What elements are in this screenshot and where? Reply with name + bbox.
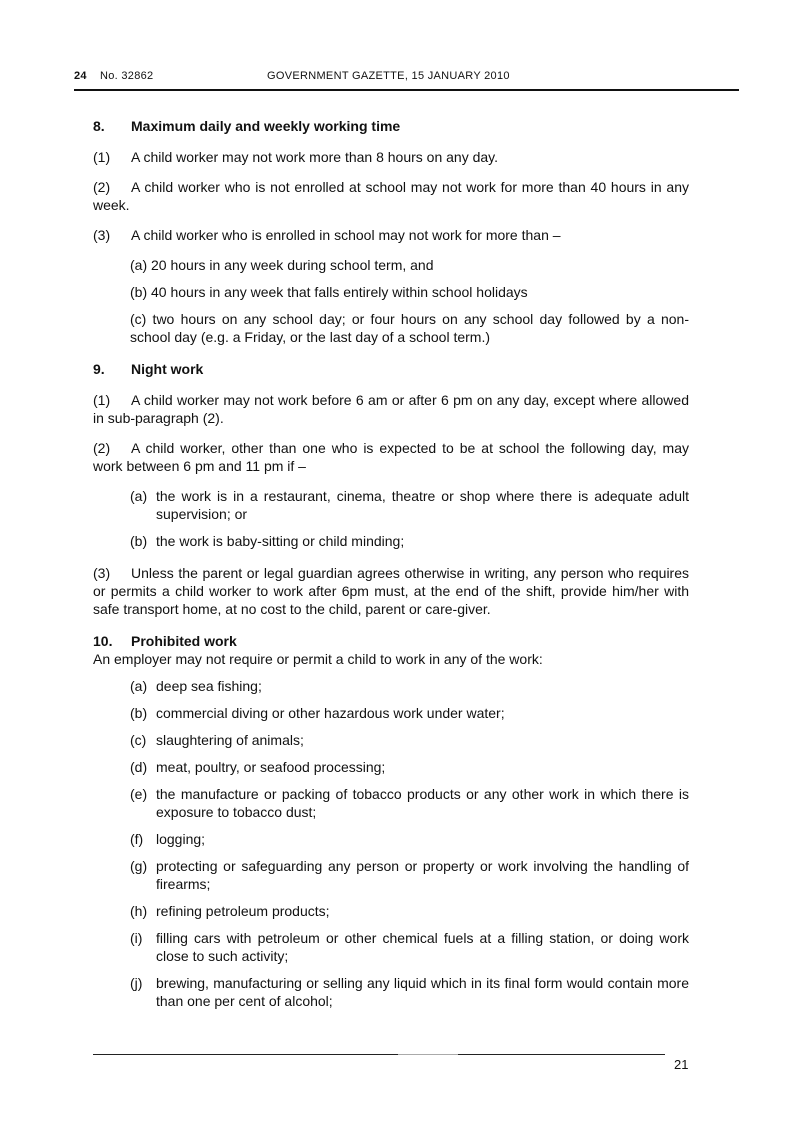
- list-item-text: logging;: [156, 831, 206, 847]
- list-item: [130, 902, 689, 920]
- section-title: Prohibited work: [131, 633, 237, 649]
- paragraph-label: (3): [93, 227, 111, 243]
- paragraph-text: A child worker who is not enrolled at school may not work for more than 40 hours in any week.: [93, 179, 689, 213]
- list-item-text: the manufacture or packing of tobacco products or any other work in which there is exposure to tobacco dust;: [156, 786, 689, 820]
- section-title: Night work: [131, 361, 204, 377]
- list-item: (b) 40 hours in any week that falls entirely within school holidays: [130, 284, 528, 300]
- list-item-text: the work is in a restaurant, cinema, theatre or shop where there is adequate adult supervision; or: [156, 488, 689, 522]
- list-item-text: filling cars with petroleum or other chemical fuels at a filling station, or doing work close to such activity;: [156, 930, 689, 964]
- page-header: [74, 70, 737, 86]
- list-item-label: (a): [130, 678, 148, 694]
- paragraph-label: (1): [93, 392, 111, 408]
- paragraph: [93, 226, 689, 244]
- paragraph-label: (2): [93, 179, 111, 195]
- header-issue-number: No. 32862: [100, 70, 154, 82]
- list-item: [130, 677, 689, 695]
- list-item: [130, 704, 689, 722]
- list-item-text: protecting or safeguarding any person or property or work involving the handling of firearms;: [156, 858, 689, 892]
- footer-page-number: 21: [674, 1057, 689, 1072]
- list-item: (c) two hours on any school day; or four hours on any school day followed by a non-school day (e.g. a Friday, or the last day of a school term.): [130, 311, 689, 345]
- list-item-text: refining petroleum products;: [156, 903, 330, 919]
- paragraph-text: Unless the parent or legal guardian agrees otherwise in writing, any person who requires or permits a child worker to work after 6pm must, at the end of the shift, provide him/her with safe transport home, at no cost to the child, parent or care-giver.: [93, 565, 689, 617]
- list-item: [130, 929, 689, 965]
- list-item: [130, 974, 689, 1010]
- paragraph: [93, 439, 689, 475]
- list-item-label: (g): [130, 858, 148, 874]
- section-intro: An employer may not require or permit a child to work in any of the work:: [93, 651, 543, 667]
- paragraph: [93, 564, 689, 618]
- page-content: [93, 117, 689, 1019]
- list-item-label: (e): [130, 786, 148, 802]
- list-item-text: commercial diving or other hazardous work under water;: [156, 705, 505, 721]
- list-item-label: (i): [130, 930, 143, 946]
- paragraph: [93, 391, 689, 427]
- paragraph-text: A child worker who is enrolled in school may not work for more than –: [131, 227, 561, 243]
- paragraph: [93, 148, 689, 166]
- paragraph-label: (3): [93, 565, 111, 581]
- list-item: [130, 758, 689, 776]
- footer-rule: [93, 1054, 398, 1055]
- list-item: (a) 20 hours in any week during school term, and: [130, 257, 434, 273]
- list-item: [130, 857, 689, 893]
- list-item-label: (j): [130, 975, 143, 991]
- footer-rule-faint: [398, 1054, 458, 1055]
- list-item: [130, 731, 689, 749]
- list-item-label: (f): [130, 831, 144, 847]
- paragraph-label: (2): [93, 440, 111, 456]
- list-item-text: deep sea fishing;: [156, 678, 262, 694]
- list-item-label: (b): [130, 533, 148, 549]
- header-rule: [74, 89, 739, 91]
- list-item-text: brewing, manufacturing or selling any liquid which in its final form would contain more than one per cent of alcohol;: [156, 975, 689, 1009]
- paragraph-text: A child worker, other than one who is expected to be at school the following day, may work between 6 pm and 11 pm if –: [93, 440, 689, 474]
- section-10-heading: [93, 632, 689, 650]
- section-number: 8.: [93, 118, 105, 134]
- list-item: [130, 487, 689, 523]
- list-item-label: (a): [130, 488, 148, 504]
- list-item-label: (b): [130, 705, 148, 721]
- section-number: 10.: [93, 633, 113, 649]
- paragraph-text: A child worker may not work before 6 am or after 6 pm on any day, except where allowed in sub-paragraph (2).: [93, 392, 689, 426]
- list-item: [130, 830, 689, 848]
- section-9-heading: [93, 360, 689, 378]
- list-item-text: meat, poultry, or seafood processing;: [156, 759, 386, 775]
- header-gazette-title: GOVERNMENT GAZETTE, 15 JANUARY 2010: [267, 70, 510, 82]
- header-page-number: 24: [74, 70, 87, 82]
- list-item: [130, 785, 689, 821]
- section-number: 9.: [93, 361, 105, 377]
- list-item-text: slaughtering of animals;: [156, 732, 304, 748]
- list-item-text: the work is baby-sitting or child minding;: [156, 533, 405, 549]
- list-item-label: (c): [130, 732, 147, 748]
- list-item-label: (h): [130, 903, 148, 919]
- list-item: [130, 532, 689, 550]
- section-8-heading: [93, 117, 689, 135]
- section-title: Maximum daily and weekly working time: [131, 118, 401, 134]
- footer-rule: [458, 1054, 665, 1055]
- list-item-label: (d): [130, 759, 148, 775]
- paragraph: [93, 178, 689, 214]
- paragraph-label: (1): [93, 149, 111, 165]
- paragraph-text: A child worker may not work more than 8 hours on any day.: [131, 149, 499, 165]
